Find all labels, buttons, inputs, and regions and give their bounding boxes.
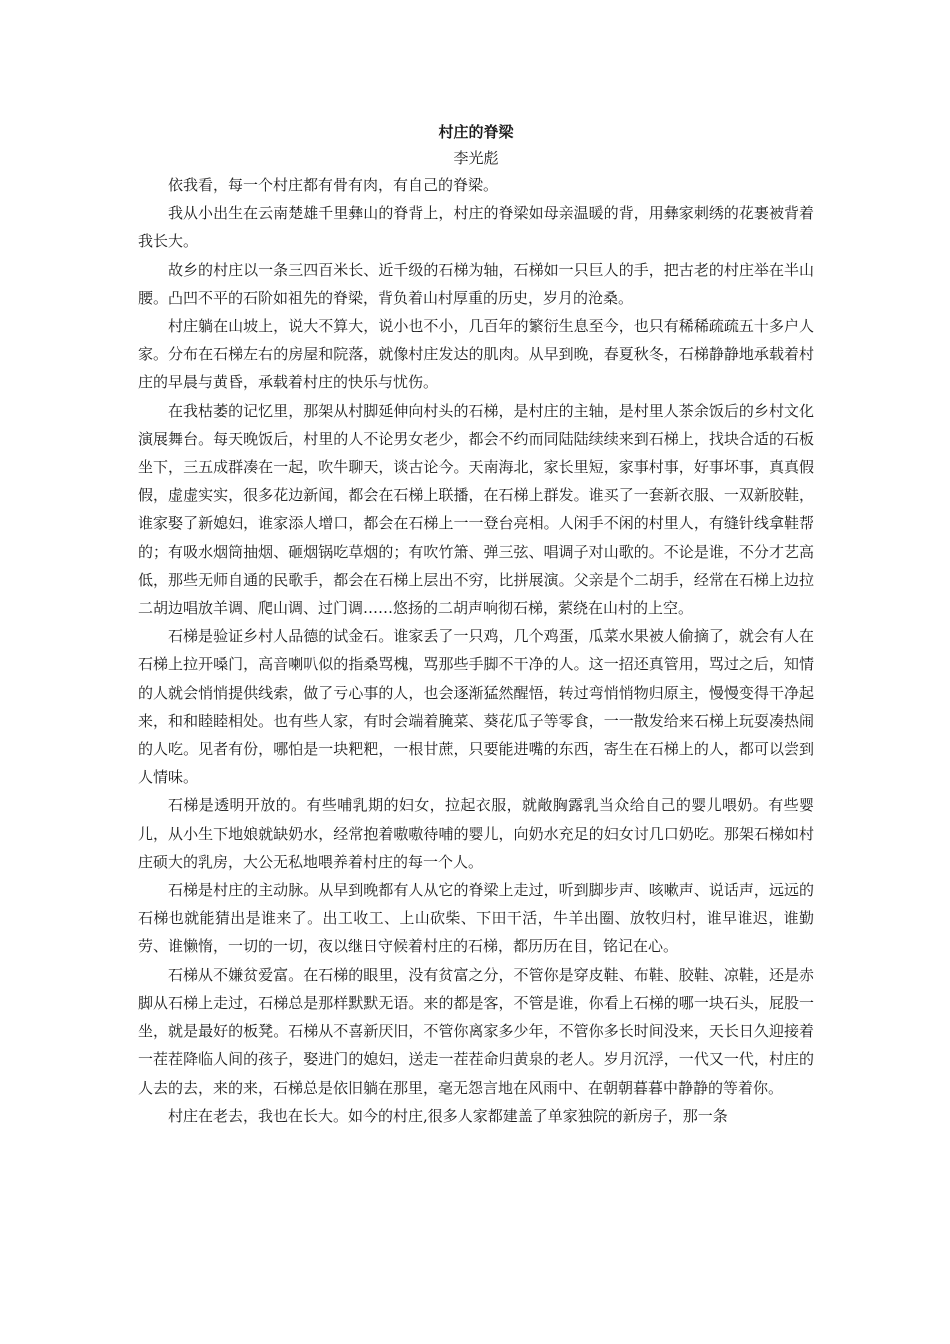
paragraph-10: 村庄在老去，我也在长大。如今的村庄,很多人家都建盖了单家独院的新房子，那一条 bbox=[168, 1106, 728, 1125]
paragraph-7: 石梯是透明开放的。有些哺乳期的妇女，拉起衣服，就敞胸露乳当众给自己的婴儿喂奶。有些婴儿，从小生下地娘就缺奶水，经常抱着嗷嗷待哺的婴儿，向奶水充足的妇女讨几口奶吃。那架石梯如村庄硕大的乳房，大公无私地喂养着村庄的每一个人。 bbox=[138, 796, 814, 871]
article-title: 村庄的脊梁 bbox=[438, 123, 514, 141]
paragraph-6: 石梯是验证乡村人品德的试金石。谁家丢了一只鸡，几个鸡蛋，瓜菜水果被人偷摘了，就会有人在石梯上拉开嗓门，高音喇叭似的指桑骂槐，骂那些手脚不干净的人。这一招还真管用，骂过之后，知情的人就会悄悄提供线索，做了亏心事的人，也会逐渐猛然醒悟，转过弯悄悄物归原主，慢慢变得干净起来，和和睦睦相处。也有些人家，有时会端着腌菜、葵花瓜子等零食，一一散发给来石梯上玩耍凑热闹的人吃。见者有份，哪怕是一块粑粑，一根甘蔗，只要能进嘴的东西，寄生在石梯上的人，都可以尝到人情味。 bbox=[138, 627, 814, 787]
paragraph-9: 石梯从不嫌贫爱富。在石梯的眼里，没有贫富之分，不管你是穿皮鞋、布鞋、胶鞋、凉鞋，还是赤脚从石梯上走过，石梯总是那样默默无语。来的都是客，不管是谁，你看上石梯的哪一块石头，屁股一坐，就是最好的板凳。石梯从不喜新厌旧，不管你离家多少年，不管你多长时间没来，天长日久迎接着一茬茬降临人间的孩子，娶进门的媳妇，送走一茬茬命归黄泉的老人。岁月沉浮，一代又一代，村庄的人去的去，来的来，石梯总是依旧躺在那里，毫无怨言地在风雨中、在朝朝暮暮中静静的等着你。 bbox=[138, 965, 814, 1097]
paragraph-1: 依我看，每一个村庄都有骨有肉，有自己的脊梁。 bbox=[168, 176, 499, 194]
paragraph-5: 在我枯萎的记忆里，那架从村脚延伸向村头的石梯，是村庄的主轴，是村里人茶余饭后的乡村文化演展舞台。每天晚饭后，村里的人不论男女老少，都会不约而同陆陆续续来到石梯上，找块合适的石板坐下，三五成群凑在一起，吹牛聊天，谈古论今。天南海北，家长里短，家事村事，好事坏事，真真假假，虚虚实实，很多花边新闻，都会在石梯上联播，在石梯上群发。谁买了一套新衣服、一双新胶鞋，谁家娶了新媳妇，谁家添人增口，都会在石梯上一一登台亮相。人闲手不闲的村里人，有缝针线拿鞋帮的；有吸水烟筒抽烟、砸烟锅吃草烟的；有吹竹箫、弹三弦、唱调子对山歌的。不论是谁，不分才艺高低，那些无师自通的民歌手，都会在石梯上层出不穷，比拼展演。父亲是个二胡手，经常在石梯上边拉二胡边唱放羊调、爬山调、过门调……悠扬的二胡声响彻石梯，萦绕在山村的上空。 bbox=[138, 401, 814, 618]
paragraph-4: 村庄躺在山坡上，说大不算大，说小也不小，几百年的繁衍生息至今，也只有稀稀疏疏五十多户人家。分布在石梯左右的房屋和院落，就像村庄发达的肌肉。从早到晚，春夏秋冬，石梯静静地承载着村庄的早晨与黄昏，承载着村庄的快乐与忧伤。 bbox=[138, 317, 814, 392]
paragraph-2: 我从小出生在云南楚雄千里彝山的脊背上，村庄的脊梁如母亲温暖的背，用彝家刺绣的花裹被背着我长大。 bbox=[138, 204, 814, 251]
article-body bbox=[138, 171, 814, 1130]
article-author: 李光彪 bbox=[453, 149, 499, 167]
paragraph-8: 石梯是村庄的主动脉。从早到晚都有人从它的脊梁上走过，听到脚步声、咳嗽声、说话声，远远的石梯也就能猜出是谁来了。出工收工、上山砍柴、下田干活，牛羊出圈、放牧归村，谁早谁迟，谁勤劳、谁懒惰，一切的一切，夜以继日守候着村庄的石梯，都历历在目，铭记在心。 bbox=[138, 881, 814, 956]
paragraph-3: 故乡的村庄以一条三四百米长、近千级的石梯为轴，石梯如一只巨人的手，把古老的村庄举在半山腰。凸凹不平的石阶如祖先的脊梁，背负着山村厚重的历史，岁月的沧桑。 bbox=[138, 260, 814, 307]
document-page bbox=[138, 119, 814, 1130]
